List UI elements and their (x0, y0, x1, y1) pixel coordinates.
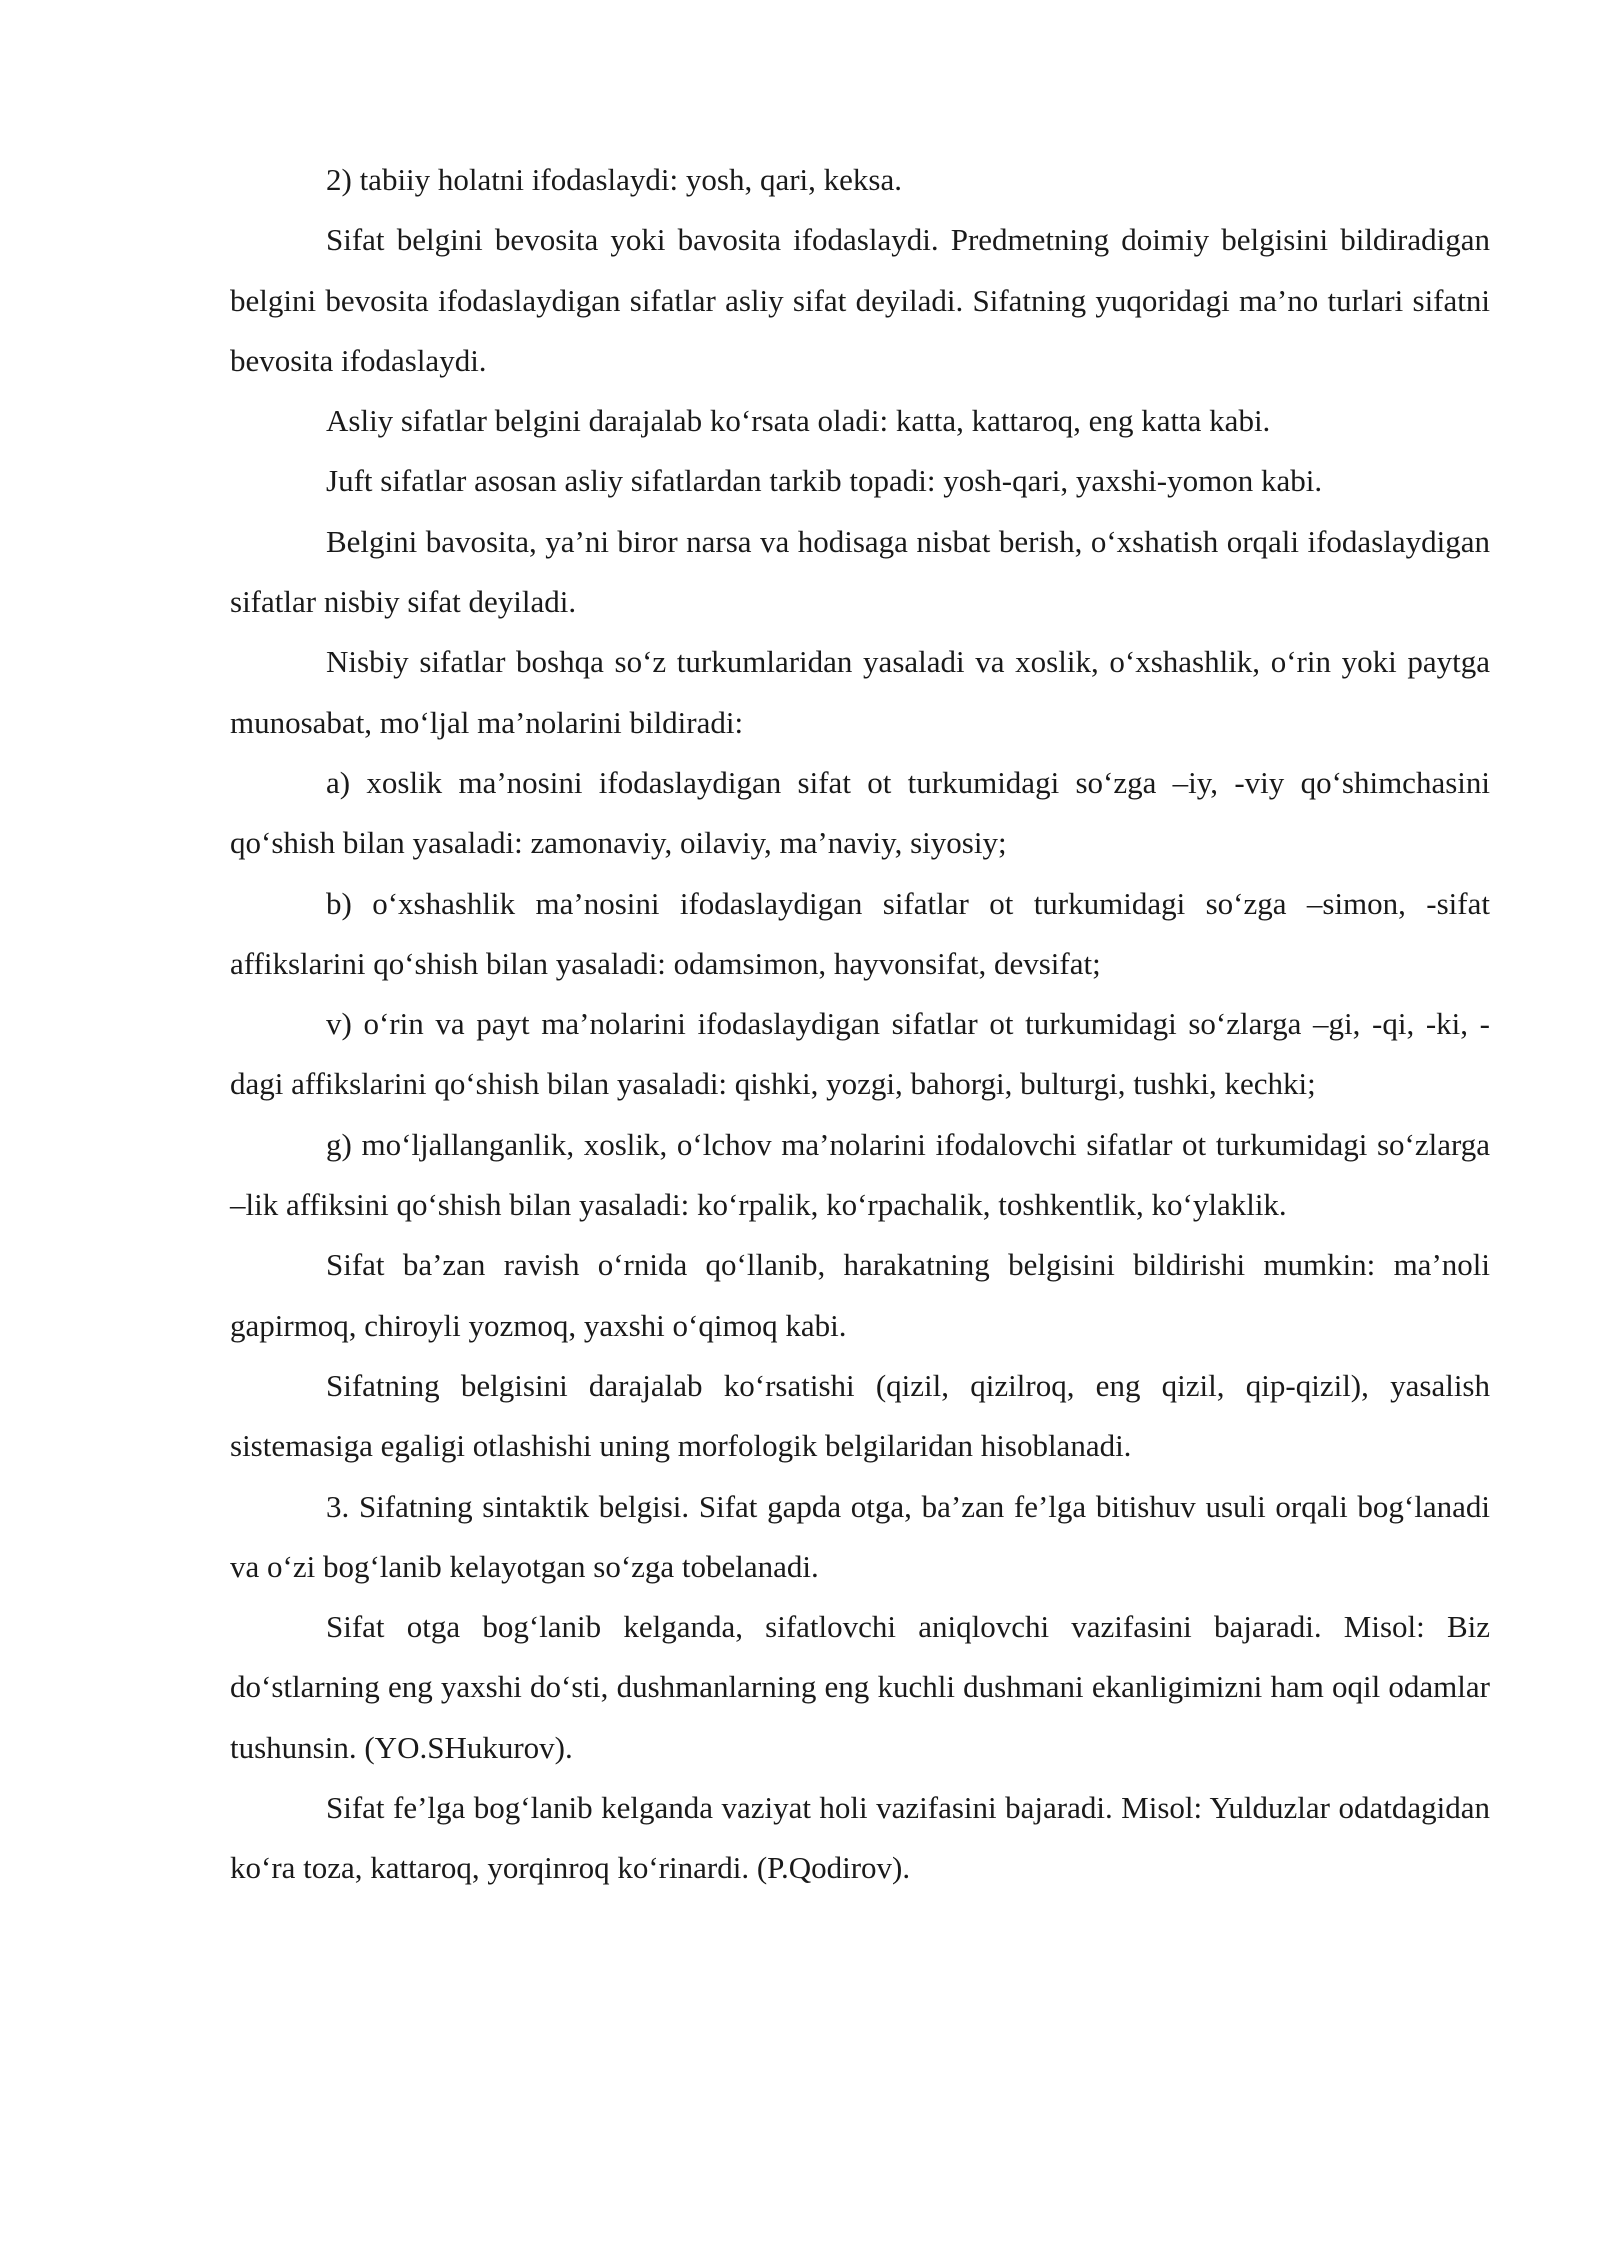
paragraph: b) o‘xshashlik ma’nosini ifodaslaydigan sifatlar ot turkumidagi so‘zga –simon, -sifat affikslarini qo‘shish bilan yasaladi: odamsimon, hayvonsifat, devsifat; (230, 885, 1490, 981)
paragraph: Sifat ba’zan ravish o‘rnida qo‘llanib, harakatning belgisini bildirishi mumkin: ma’noli gapirmoq, chiroyli yozmoq, yaxshi o‘qimoq kabi. (230, 1247, 1490, 1343)
paragraph: Juft sifatlar asosan asliy sifatlardan tarkib topadi: yosh-qari, yaxshi-yomon kabi. (326, 463, 1323, 499)
paragraph: Sifatning belgisini darajalab ko‘rsatishi (qizil, qizilroq, eng qizil, qip-qizil), yasalish sistemasiga egaligi otlashishi uning morfologik belgilaridan hisoblanadi. (230, 1367, 1490, 1464)
paragraph: a) xoslik ma’nosini ifodaslaydigan sifat ot turkumidagi so‘zga –iy, -viy qo‘shimchasini qo‘shish bilan yasaladi: zamonaviy, oilaviy, ma’naviy, siyosiy; (230, 764, 1490, 861)
paragraph: Sifat fe’lga bog‘lanib kelganda vaziyat holi vazifasini bajaradi. Misol: Yulduzlar odatdagidan ko‘ra toza, kattaroq, yorqinroq ko‘rinardi. (P.Qodirov). (230, 1790, 1490, 1886)
paragraph: v) o‘rin va payt ma’nolarini ifodaslaydigan sifatlar ot turkumidagi so‘zlarga –gi, -qi, -ki, -dagi affikslarini qo‘shish bilan yasaladi: qishki, yozgi, bahorgi, bulturgi, tushki, kechki; (230, 1006, 1490, 1102)
paragraph: g) mo‘ljallanganlik, xoslik, o‘lchov ma’nolarini ifodalovchi sifatlar ot turkumidagi so‘zlarga –lik affiksini qo‘shish bilan yasaladi: ko‘rpalik, ko‘rpachalik, toshkentlik, ko‘ylaklik. (230, 1126, 1490, 1223)
paragraph: 2) tabiiy holatni ifodaslaydi: yosh, qari, keksa. (326, 162, 902, 197)
paragraph: 3. Sifatning sintaktik belgisi. Sifat gapda otga, ba’zan fe’lga bitishuv usuli orqali bog‘lanadi va o‘zi bog‘lanib kelayotgan so‘zga tobelanadi. (230, 1488, 1490, 1584)
paragraph: Nisbiy sifatlar boshqa so‘z turkumlaridan yasaladi va xoslik, o‘xshashlik, o‘rin yoki paytga munosabat, mo‘ljal ma’nolarini bildiradi: (230, 644, 1490, 740)
document-body (230, 150, 1490, 1899)
paragraph: Asliy sifatlar belgini darajalab ko‘rsata oladi: katta, kattaroq, eng katta kabi. (326, 403, 1271, 439)
paragraph: Sifat otga bog‘lanib kelganda, sifatlovchi aniqlovchi vazifasini bajaradi. Misol: Biz do‘stlarning eng yaxshi do‘sti, dushmanlarning eng kuchli dushmani ekanligimizni ham oqil odamlar tushunsin. (YO.SHukurov). (230, 1609, 1490, 1765)
paragraph: Belgini bavosita, ya’ni biror narsa va hodisaga nisbat berish, o‘xshatish orqali ifodaslaydigan sifatlar nisbiy sifat deyiladi. (230, 523, 1490, 620)
paragraph: Sifat belgini bevosita yoki bavosita ifodaslaydi. Predmetning doimiy belgisini bildiradigan belgini bevosita ifodaslaydigan sifatlar asliy sifat deyiladi. Sifatning yuqoridagi ma’no turlari sifatni bevosita ifodaslaydi. (230, 222, 1490, 378)
